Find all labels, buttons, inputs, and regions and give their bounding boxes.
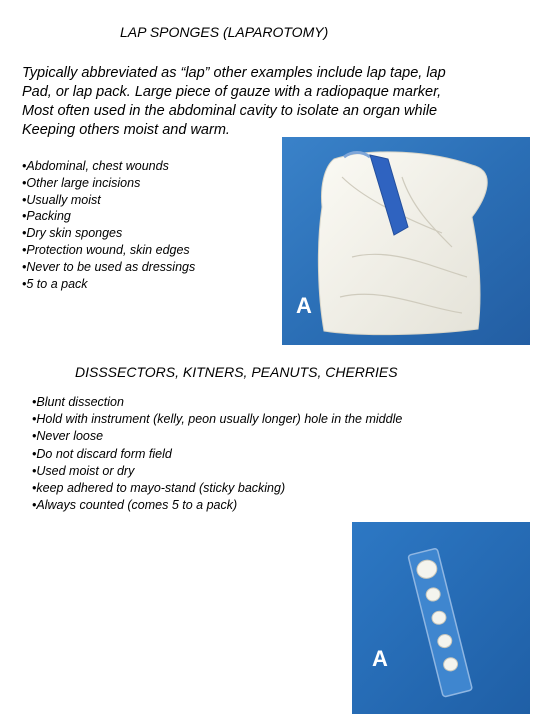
list-item: •Always counted (comes 5 to a pack) [32, 498, 238, 513]
list-item: •Abdominal, chest wounds [22, 159, 169, 173]
list-item: •Dry skin sponges [22, 226, 123, 241]
list-item: •Never to be used as dressings [22, 259, 196, 274]
description-line: Pad, or lap pack. Large piece of gauze with a radiopaque marker, [22, 84, 442, 100]
list-item: •Protection wound, skin edges [22, 242, 190, 257]
photo-label: A [296, 293, 312, 318]
dissectors-bullet-list [32, 394, 402, 514]
kitner-dissectors-illustration [352, 522, 530, 714]
lap-sponges-bullet-list [22, 158, 195, 292]
list-item: •keep adhered to mayo-stand (sticky backing) [32, 481, 286, 496]
list-item: •Usually moist [22, 192, 101, 207]
kitner-dissectors-photo [352, 522, 530, 714]
list-item: •Hold with instrument (kelly, peon usually longer) hole in the middle [32, 412, 403, 427]
lap-sponge-illustration [282, 137, 530, 345]
photo-label: A [372, 646, 388, 671]
list-item: •Never loose [32, 429, 104, 444]
list-item: •Blunt dissection [32, 395, 124, 409]
list-item: •Do not discard form field [32, 446, 172, 461]
list-item: •Used moist or dry [32, 463, 135, 478]
lap-sponges-description [22, 64, 537, 140]
section-title-dissectors: DISSSECTORS, KITNERS, PEANUTS, CHERRIES [75, 364, 398, 380]
description-line: Typically abbreviated as “lap” other examples include lap tape, lap [22, 65, 446, 81]
list-item: •5 to a pack [22, 276, 88, 291]
list-item: •Other large incisions [22, 175, 141, 190]
lap-sponge-photo [282, 137, 530, 345]
description-line: Most often used in the abdominal cavity to isolate an organ while [22, 103, 438, 119]
section-title-lap-sponges: LAP SPONGES (LAPAROTOMY) [120, 24, 329, 40]
description-line: Keeping others moist and warm. [22, 122, 230, 138]
list-item: •Packing [22, 209, 71, 224]
